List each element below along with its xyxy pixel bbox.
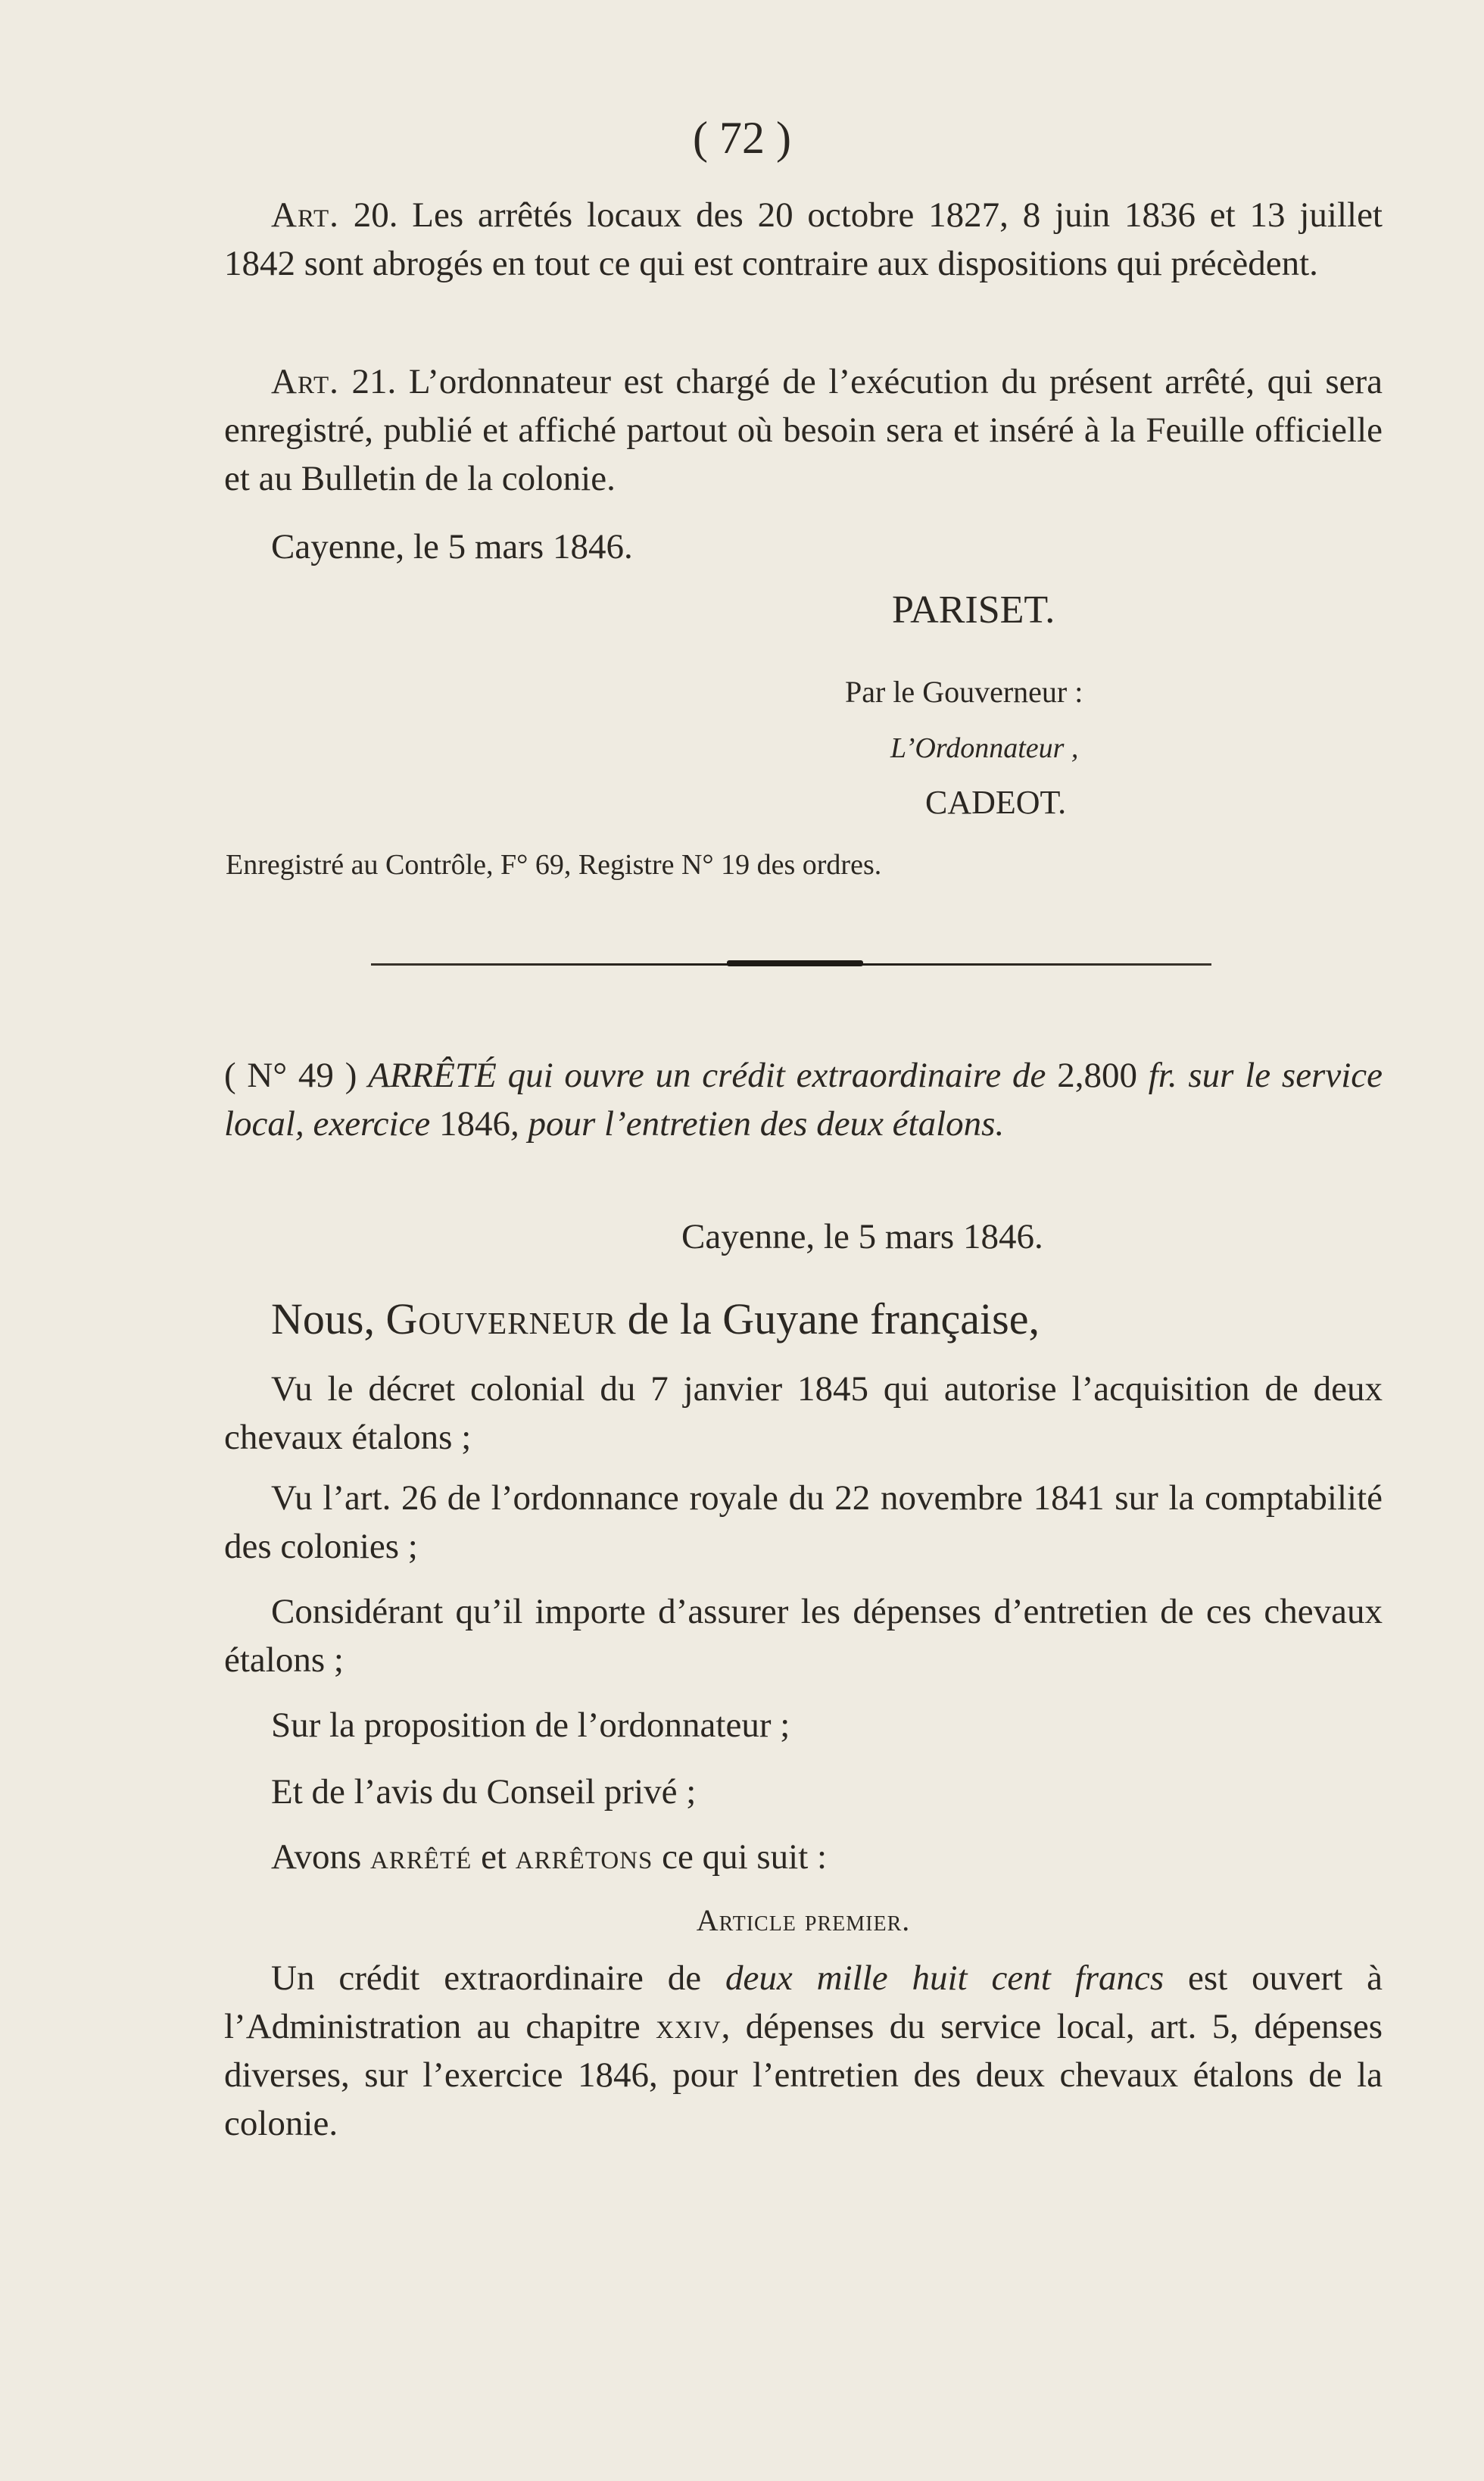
arrete-header <box>224 1051 1383 1148</box>
nous-c: de la Guyane française, <box>616 1294 1040 1343</box>
arrete-year: 1846 <box>439 1104 510 1144</box>
arrete-title-b: fr. sur le service local, exercice <box>224 1056 1383 1144</box>
arrete-title-prefix: ARRÊTÉ <box>368 1056 497 1095</box>
arrete-title-c: , pour l’entretien des deux étalons. <box>510 1104 1005 1144</box>
section-divider-center <box>727 960 863 966</box>
registration-note: Enregistré au Contrôle, F° 69, Registre N° 19 des ordres. <box>226 849 882 881</box>
nous-line <box>224 1295 1429 1343</box>
avons-e: ce qui suit : <box>653 1837 828 1877</box>
signature-pariset: PARISET. <box>892 588 1055 632</box>
considerant: Considérant qu’il importe d’assurer les dépenses d’entretien de ces chevaux étalons ; <box>224 1592 1383 1680</box>
credit-amount-words: deux mille huit cent francs <box>725 1958 1164 1998</box>
credit-c: est ouvert à l’Administration au chapitre <box>224 1958 1383 2046</box>
avons-c: et <box>472 1837 516 1877</box>
arrete-amount: 2,800 <box>1057 1056 1137 1095</box>
article-20 <box>224 191 1383 288</box>
article-21 <box>224 357 1383 503</box>
arrete-title-a: qui ouvre un crédit extraordinaire de <box>496 1056 1058 1095</box>
credit-chapter: xxiv <box>656 2007 722 2046</box>
par-le-gouverneur: Par le Gouverneur : <box>845 675 1083 709</box>
credit-e: , dépenses du service local, art. 5, dépenses diverses, sur l’exercice 1846, pour l’entretien des deux chevaux étalons de la colonie. <box>224 2007 1383 2143</box>
vu-ordonnance: Vu l’art. 26 de l’ordonnance royale du 22 novembre 1841 sur la comptabilité des colonies ; <box>224 1478 1383 1566</box>
sur-proposition: Sur la proposition de l’ordonnateur ; <box>271 1705 790 1745</box>
avons-arrete-word: arrêté <box>370 1837 472 1877</box>
ordonnateur-title: L’Ordonnateur , <box>890 732 1079 764</box>
credit-a: Un crédit extraordinaire de <box>271 1958 725 1998</box>
signature-cadeot: CADEOT. <box>925 784 1067 821</box>
date-line: Cayenne, le 5 mars 1846. <box>271 527 633 566</box>
article-text: 21. L’ordonnateur est chargé de l’exécution du présent arrêté, qui sera enregistré, publié et affiché partout où besoin sera et inséré à la Feuille officielle et au Bulletin de la colonie. <box>224 362 1383 498</box>
article-premier-heading: Article premier. <box>696 1903 911 1937</box>
credit-paragraph <box>224 1954 1383 2148</box>
nous-gouverneur: Gouverneur <box>385 1294 617 1343</box>
arrete-number: ( N° 49 ) <box>224 1056 357 1095</box>
page-number: ( 72 ) <box>693 113 791 163</box>
date-line-2: Cayenne, le 5 mars 1846. <box>681 1217 1043 1256</box>
article-label: Art. <box>271 362 339 401</box>
avons-a: Avons <box>271 1837 370 1877</box>
avons-arretons-word: arrêtons <box>515 1837 653 1877</box>
nous-a: Nous, <box>271 1294 386 1343</box>
article-text: 20. Les arrêtés locaux des 20 octobre 1827, 8 juin 1836 et 13 juillet 1842 sont abrogés en tout ce qui est contraire aux dispositions qui précèdent. <box>224 195 1383 283</box>
avis-conseil: Et de l’avis du Conseil privé ; <box>271 1772 697 1812</box>
avons-arrete <box>224 1833 1383 1881</box>
article-label: Art. <box>271 195 339 235</box>
vu-decret: Vu le décret colonial du 7 janvier 1845 qui autorise l’acquisition de deux chevaux étalons ; <box>224 1369 1383 1457</box>
